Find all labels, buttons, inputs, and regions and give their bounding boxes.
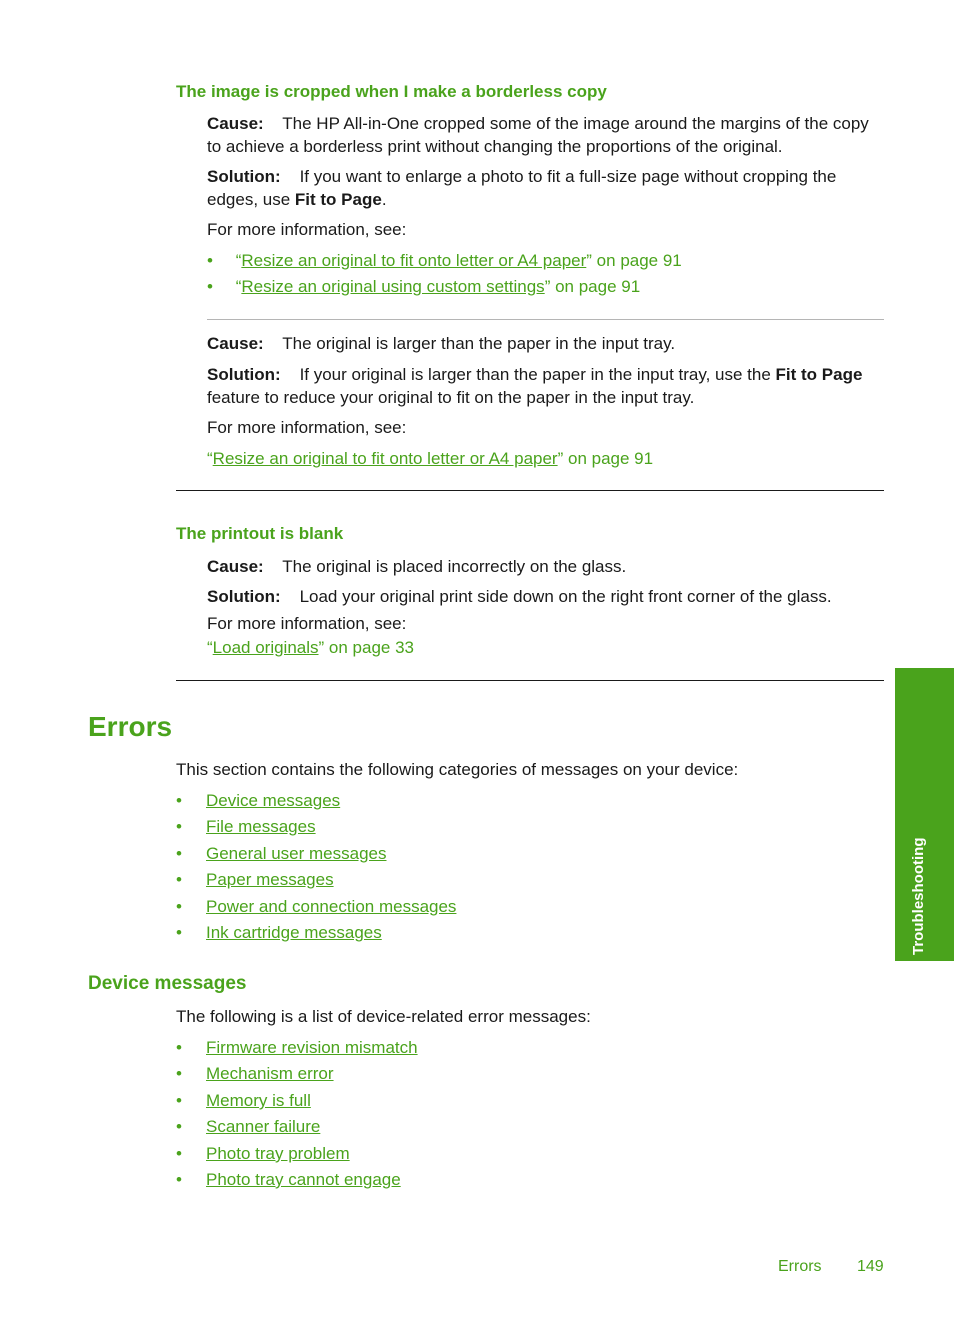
page-number: 149	[857, 1258, 884, 1275]
device-messages-link[interactable]: Device messages	[206, 791, 341, 810]
bullet: •	[176, 817, 182, 836]
cause-text: The original is larger than the paper in the input tray.	[282, 334, 676, 353]
firmware-mismatch-link[interactable]: Firmware revision mismatch	[206, 1038, 418, 1057]
bullet: •	[176, 923, 182, 942]
link-page-ref: ” on page 91	[586, 251, 682, 270]
solution-emphasis: Fit to Page	[294, 190, 382, 209]
bullet: •	[176, 791, 182, 810]
errors-title: Errors	[88, 711, 173, 742]
device-messages-title: Device messages	[88, 973, 247, 994]
photo-tray-problem-link[interactable]: Photo tray problem	[206, 1144, 350, 1163]
section-heading-blank: The printout is blank	[176, 524, 344, 543]
divider	[176, 680, 884, 681]
solution-text: If your original is larger than the paper in the input tray, use the	[299, 365, 776, 384]
link-text[interactable]: Resize an original using custom settings	[241, 277, 545, 296]
solution-label: Solution:	[207, 167, 281, 186]
quote-open: “	[235, 277, 242, 296]
solution-emphasis: Fit to Page	[775, 365, 863, 384]
bullet: •	[176, 1117, 182, 1136]
file-messages-link[interactable]: File messages	[206, 817, 316, 836]
solution-label: Solution:	[207, 365, 281, 384]
quote-open: “	[207, 638, 213, 657]
resize-fit-link[interactable]	[236, 251, 682, 270]
bullet: •	[176, 1170, 182, 1189]
ink-cartridge-messages-link[interactable]: Ink cartridge messages	[206, 923, 382, 942]
cause-text: The original is placed incorrectly on the glass.	[282, 557, 627, 576]
bullet: •	[207, 277, 213, 296]
bullet: •	[207, 251, 213, 270]
solution-text: If you want to enlarge a photo to fit a full-size page without cropping the edges, use	[207, 167, 837, 209]
link-text[interactable]: Load originals	[212, 638, 319, 657]
divider	[176, 490, 884, 491]
solution-text: Load your original print side down on the right front corner of the glass.	[299, 587, 832, 606]
quote-open: “	[207, 449, 213, 468]
solution-text-end: .	[381, 190, 387, 209]
paper-messages-link[interactable]: Paper messages	[206, 870, 334, 889]
link-page-ref: ” on page 91	[544, 277, 641, 296]
bullet: •	[176, 1038, 182, 1057]
cause-paragraph-2	[207, 332, 887, 355]
side-tab-label: Troubleshooting	[910, 837, 927, 955]
cause-paragraph-1	[207, 112, 887, 158]
bullet: •	[176, 870, 182, 889]
more-info-text: For more information, see:	[207, 220, 407, 239]
cause-label: Cause:	[207, 557, 264, 576]
footer-section: Errors	[778, 1258, 822, 1275]
load-originals-link[interactable]	[207, 636, 414, 659]
link-page-ref: ” on page 91	[557, 449, 654, 468]
resize-custom-link[interactable]	[236, 277, 640, 296]
cause-label: Cause:	[207, 114, 264, 133]
solution-paragraph-3	[207, 585, 897, 608]
more-info-text: For more information, see:	[207, 418, 407, 437]
errors-intro: This section contains the following categories of messages on your device:	[176, 760, 739, 779]
cause-text: The HP All-in-One cropped some of the image around the margins of the copy to achieve a borderless print without changing the proportions of the original.	[207, 114, 869, 156]
quote-open: “	[235, 251, 242, 270]
solution-label: Solution:	[207, 587, 281, 606]
general-user-messages-link[interactable]: General user messages	[206, 844, 387, 863]
resize-fit-link-2[interactable]	[207, 447, 653, 470]
bullet: •	[176, 1064, 182, 1083]
cause-label: Cause:	[207, 334, 264, 353]
cause-paragraph-3	[207, 555, 887, 578]
power-connection-messages-link[interactable]: Power and connection messages	[206, 897, 457, 916]
bullet: •	[176, 897, 182, 916]
bullet: •	[176, 1091, 182, 1110]
section-heading-cropped: The image is cropped when I make a borderless copy	[176, 82, 607, 101]
divider-light	[207, 319, 884, 320]
solution-text-end: feature to reduce your original to fit on the paper in the input tray.	[207, 388, 695, 407]
link-page-ref: ” on page 33	[318, 638, 414, 657]
solution-paragraph-1	[207, 165, 887, 211]
memory-full-link[interactable]: Memory is full	[206, 1091, 311, 1110]
scanner-failure-link[interactable]: Scanner failure	[206, 1117, 321, 1136]
link-item[interactable]	[207, 275, 640, 298]
solution-paragraph-2	[207, 363, 887, 409]
more-info-text: For more information, see:	[207, 614, 407, 633]
bullet: •	[176, 1144, 182, 1163]
bullet: •	[176, 844, 182, 863]
link-item[interactable]	[207, 249, 682, 272]
photo-tray-engage-link[interactable]: Photo tray cannot engage	[206, 1170, 401, 1189]
mechanism-error-link[interactable]: Mechanism error	[206, 1064, 334, 1083]
link-text[interactable]: Resize an original to fit onto letter or A4 paper	[241, 251, 587, 270]
device-messages-intro: The following is a list of device-related error messages:	[176, 1007, 591, 1026]
link-text[interactable]: Resize an original to fit onto letter or A4 paper	[212, 449, 558, 468]
